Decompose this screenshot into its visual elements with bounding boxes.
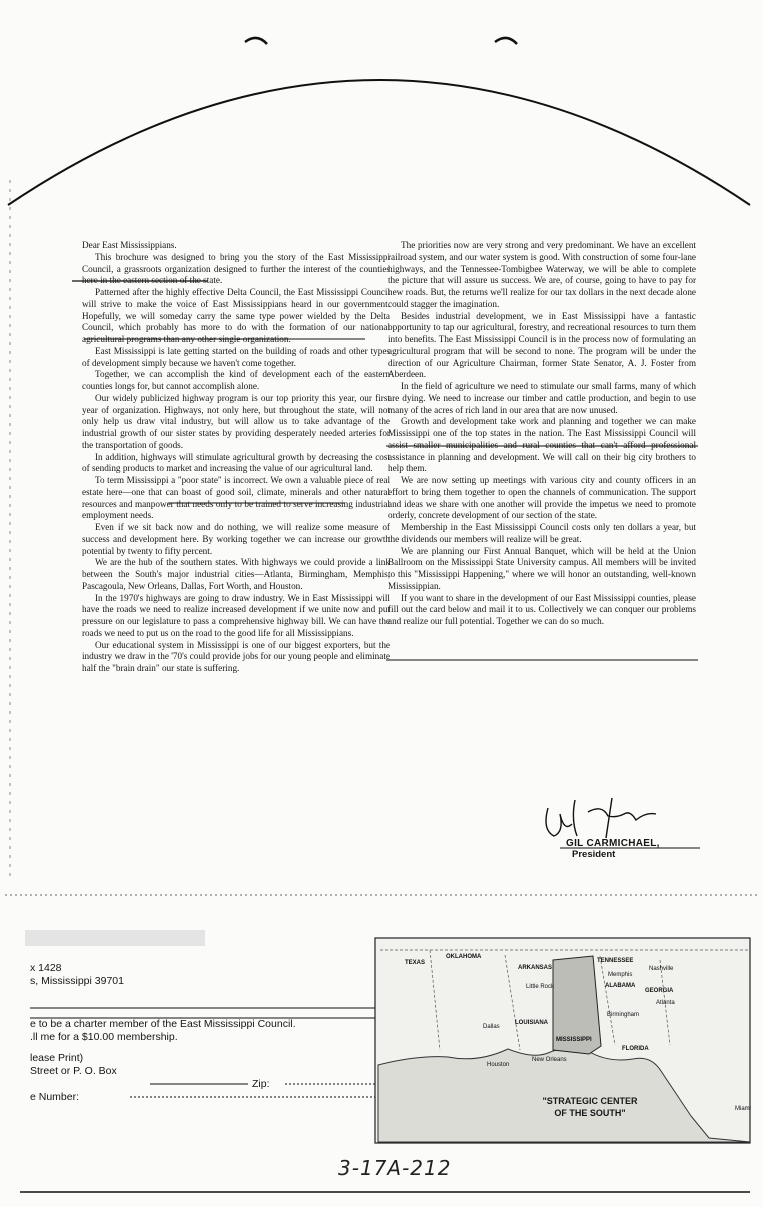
map-state-label: FLORIDA bbox=[622, 1046, 649, 1052]
scan-noise bbox=[25, 930, 205, 946]
letter-paragraph: This brochure was designed to bring you the story of the East Mississippi Council, a grassroots organization designed to further the interest of the counties here in the eastern section of the state. bbox=[82, 251, 390, 286]
map-state-label: ARKANSAS bbox=[518, 965, 553, 971]
letter-paragraph: The priorities now are very strong and very predominant. We have an excellent railroad system, and our water system is good. With construction of some four-lane highways, and the Tennessee-Tombigbee Waterway, we will be able to complete the picture that will assure us success. We are, of course, going to have to pay for new roads. But, the returns we'll realize for our tax dollars in the next decade alone could stagger the imagination. bbox=[388, 240, 696, 309]
letter-paragraph: Membership in the East Mississippi Council costs only ten dollars a year, but the dividends our members will realize will be great. bbox=[388, 522, 696, 544]
handwritten-annotation: 3-17A-212 bbox=[338, 1156, 452, 1180]
map-caption-line: "STRATEGIC CENTER bbox=[542, 1096, 638, 1106]
letter-paragraph: Patterned after the highly effective Delta Council, the East Mississippi Council will strive to make the voice of East Mississippians heard in our government. Hopefully, we will someday carry the same type power wielded by the Delta Council, which probably has more to do with the formation of our national agricultural programs than any other single organization. bbox=[82, 287, 390, 344]
form-zip-label: Zip: bbox=[252, 1078, 270, 1090]
letter-left-column bbox=[82, 240, 390, 675]
form-street-label: Street or P. O. Box bbox=[30, 1065, 117, 1077]
map-city-label: Memphis bbox=[608, 972, 633, 978]
map-city-label: New Orleans bbox=[532, 1057, 567, 1063]
letter-paragraph: If you want to share in the development of our East Mississippi counties, please fill out the card below and mail it to us. Collectively we can conquer our problems and realize our full potential. Together we can do so much. bbox=[388, 592, 696, 626]
punch-mark-right bbox=[495, 38, 517, 44]
form-bill-line: .ll me for a $10.00 membership. bbox=[30, 1031, 178, 1043]
map-state-label: TEXAS bbox=[405, 960, 426, 966]
letter-greeting: Dear East Mississippians. bbox=[82, 240, 177, 250]
form-spacer bbox=[30, 1044, 375, 1052]
form-member-line: e to be a charter member of the East Mississippi Council. bbox=[30, 1018, 296, 1030]
letter-paragraph: To term Mississippi a "poor state" is incorrect. We own a valuable piece of real estate here—one that can boast of good soil, climate, minerals and other natural resources and manpower that needs only to be trained to serve increasing industrial employment needs. bbox=[82, 475, 390, 521]
letter-right-column bbox=[388, 240, 696, 628]
map-city-label: Birmingham bbox=[607, 1012, 640, 1018]
letter-paragraph: In the field of agriculture we need to stimulate our small farms, many of which are dying. We need to increase our timber and cattle production, and begin to use many of the acres of rich land in our area that are now unused. bbox=[388, 381, 696, 415]
form-spacer bbox=[30, 988, 375, 1018]
map-caption-line: OF THE SOUTH" bbox=[554, 1108, 626, 1118]
map-state-label: LOUISIANA bbox=[515, 1020, 548, 1026]
map-state-label: GEORGIA bbox=[645, 988, 674, 994]
map-caption bbox=[525, 1095, 655, 1119]
letter-paragraph: Besides industrial development, we in East Mississippi have a fantastic opportunity to tap our agricultural, forestry, and recreational resources to turn them into benefits. The East Mississippi Council is in the process now of formulating an agricultural program that will be second to none. The program will be under the direction of our Agriculture Chairman, former State Senator, A. J. Foster from Aberdeen. bbox=[388, 310, 696, 380]
letter-paragraph: Our widely publicized highway program is our top priority this year, our first year of organization. Highways, not only here, but throughout the state, will not only help us draw vital industry, but will allow us to take advantage of the industrial growth of our sister states by providing desperately needed arteries for the transportation of goods. bbox=[82, 392, 390, 450]
map-city-label: Little Rock bbox=[526, 984, 555, 990]
form-print-label: lease Print) bbox=[30, 1052, 84, 1064]
letter-paragraph: East Mississippi is late getting started on the building of roads and other types of development simply because we haven't come together. bbox=[82, 345, 390, 368]
punch-mark-left bbox=[245, 38, 267, 44]
map-city-label: Atlanta bbox=[656, 1000, 675, 1006]
letter-paragraph: We are planning our First Annual Banquet, which will be held at the Union Ballroom on the Mississippi State University campus. All members will be invited to this "Mississippi Happening," where we will honor an outstanding, well-known Mississippian. bbox=[388, 545, 696, 591]
header-arc bbox=[8, 80, 750, 205]
letter-paragraph: We are the hub of the southern states. With highways we could provide a link between the South's major industrial cities—Atlanta, Birmingham, Memphis, Pascagoula, New Orleans, Dallas, Fort Worth, and Houston. bbox=[82, 557, 390, 591]
address-line: s, Mississippi 39701 bbox=[30, 975, 124, 987]
letter-paragraph: Even if we sit back now and do nothing, we will realize some measure of success and development here. By working together we can increase our growth potential by twenty to fifty percent. bbox=[82, 522, 390, 556]
map-state-label: ALABAMA bbox=[605, 983, 636, 989]
membership-form bbox=[30, 962, 375, 1104]
letter-paragraph: Our educational system in Mississippi is one of our biggest exporters, but the industry we draw in the '70's could provide jobs for our young people and eliminate half the "brain drain" our state is suffering. bbox=[82, 639, 390, 673]
signature-scribble bbox=[546, 798, 656, 838]
form-phone-label: e Number: bbox=[30, 1091, 80, 1103]
signature-block bbox=[566, 838, 706, 860]
map-city-label: Dallas bbox=[483, 1024, 500, 1030]
map-city-label: Miami bbox=[735, 1106, 751, 1112]
map-state-label: TENNESSEE bbox=[597, 958, 634, 964]
letter-paragraph: We are now setting up meetings with various city and county officers in an effort to bring them together to open the channels of communication. The support and ideas we share with one another will provide the impetus we need to promote orderly, concrete development of our section of the state. bbox=[388, 475, 696, 521]
signature-name: GIL CARMICHAEL, bbox=[566, 838, 660, 849]
letter-paragraph: In the 1970's highways are going to draw industry. We in East Mississippi will have the roads we need to realize increased development if we unite now and put pressure on our legislature to pass a comprehensive highway bill. We can have the roads we need to put us on the road to the good life for all Mississippians. bbox=[82, 592, 390, 638]
letter-paragraph: Growth and development take work and planning and together we can make Mississippi one of the top states in the nation. The East Mississippi Council will assist smaller municipalities and rural counties that can't afford professional assistance in planning and development. We will call on their big city brothers to help them. bbox=[388, 416, 696, 474]
map-state-label: MISSISSIPPI bbox=[556, 1037, 592, 1043]
map-city-label: Nashville bbox=[649, 966, 674, 972]
map-state-label: OKLAHOMA bbox=[446, 954, 482, 960]
signature-title: President bbox=[572, 849, 616, 860]
address-line: x 1428 bbox=[30, 962, 62, 974]
map-city-label: Houston bbox=[487, 1062, 510, 1068]
letter-paragraph: Together, we can accomplish the kind of development each of the eastern counties longs for, but cannot accomplish alone. bbox=[82, 369, 390, 391]
letter-paragraph: In addition, highways will stimulate agricultural growth by decreasing the cost of sending products to market and increasing the value of our agricultural land. bbox=[82, 451, 390, 474]
